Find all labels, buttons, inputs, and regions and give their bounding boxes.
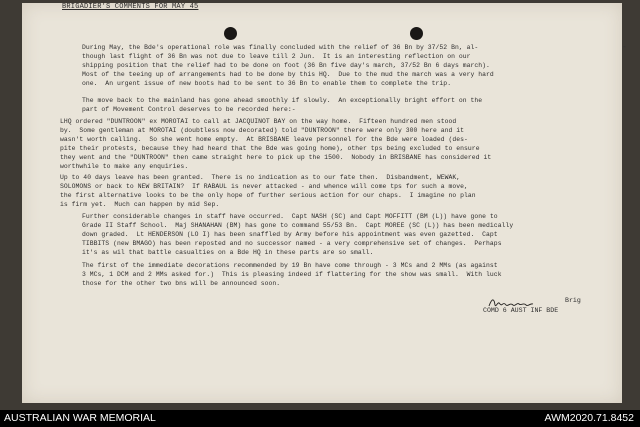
archive-footer — [0, 410, 640, 427]
footer-accession-number: AWM2020.71.8452 — [544, 412, 634, 424]
paragraph-2: The move back to the mainland has gone ahead smoothly if slowly. An exceptionally bright effort on the part of Movement Control deserves to be recorded here:- — [82, 97, 483, 114]
paragraph-6: The first of the immediate decorations recommended by 19 Bn have come through - 3 MCs and 2 MMs (as against 3 MCs, 1 DCM and 2 MMs asked for.) This is pleasing indeed if flattering for the show was small. With luck those for the other two bns will be announced soon. — [82, 262, 502, 288]
edge-mark: - — [622, 43, 627, 52]
paragraph-4: Up to 40 days leave has been granted. There is no indication as to our fate then. Disbandment, WEWAK, SOLOMONS or back to NEW BRITAIN? If RABAUL is never attacked - and whence will come tps for such a move, the first alternative looks to be the only hope of further serious action for our chaps. I imagine no plan is firm yet. Much can happen by mid Sep. — [60, 174, 476, 209]
punch-hole — [224, 27, 237, 40]
signature-title: COMD 6 AUST INF BDE — [483, 307, 559, 314]
signature-rank: Brig — [565, 297, 581, 304]
paragraph-1: During May, the Bde's operational role was finally concluded with the relief of 36 Bn by 37/52 Bn, al- though last flight of 36 Bn was not due to leave till 2 Jun. It is an interesting reflection on our shipping position that the relief had to be done on foot (36 Bn five day's march, 37/52 Bn 6 days march). Most of the teeing up of arrangements had to be done by this HQ. Due to the mud the march was a very hard one. An urgent issue of new boots had to be sent to 36 Bn to enable them to complete the trip. — [82, 44, 494, 88]
paragraph-3: LHQ ordered "DUNTROON" ex MOROTAI to call at JACQUINOT BAY on the way home. Fifteen hundred men stood by. Some gentleman at MOROTAI (doubtless now decorated) told "DUNTROON" there were only 300 here and it wasn't worth calling. So she went home empty. At BRISBANE leave personnel for the Bde were loaded (des- pite their protests, because they had heard that the Bde was going home), other tps being excluded to ensure they went and the "DUNTROON" then came straight here to pick up the 1500. Nobody in BRISBANE has considered it worthwhile to make any enquiries. — [60, 118, 492, 171]
footer-institution: AUSTRALIAN WAR MEMORIAL — [4, 412, 156, 424]
document-page — [22, 3, 627, 403]
punch-hole — [410, 27, 423, 40]
document-heading: BRIGADIER'S COMMENTS FOR MAY 45 — [62, 3, 199, 11]
paragraph-5: Further considerable changes in staff have occurred. Capt NASH (SC) and Capt MOFFITT (BM (L)) have gone to Grade II Staff School. Maj SHANAHAN (BM) has gone to command 55/53 Bn. Capt MOREE (SC (L)) has been medically down graded. Lt HENDERSON (LO I) has been snaffled by Army before his appointment was even gazetted. Capt TIBBITS (new BMAGO) has been reposted and no successor named - a very comprehensive set of changes. Perhaps it's as wil that battle casualties on a Bde HQ in these parts are so small. — [82, 213, 514, 257]
